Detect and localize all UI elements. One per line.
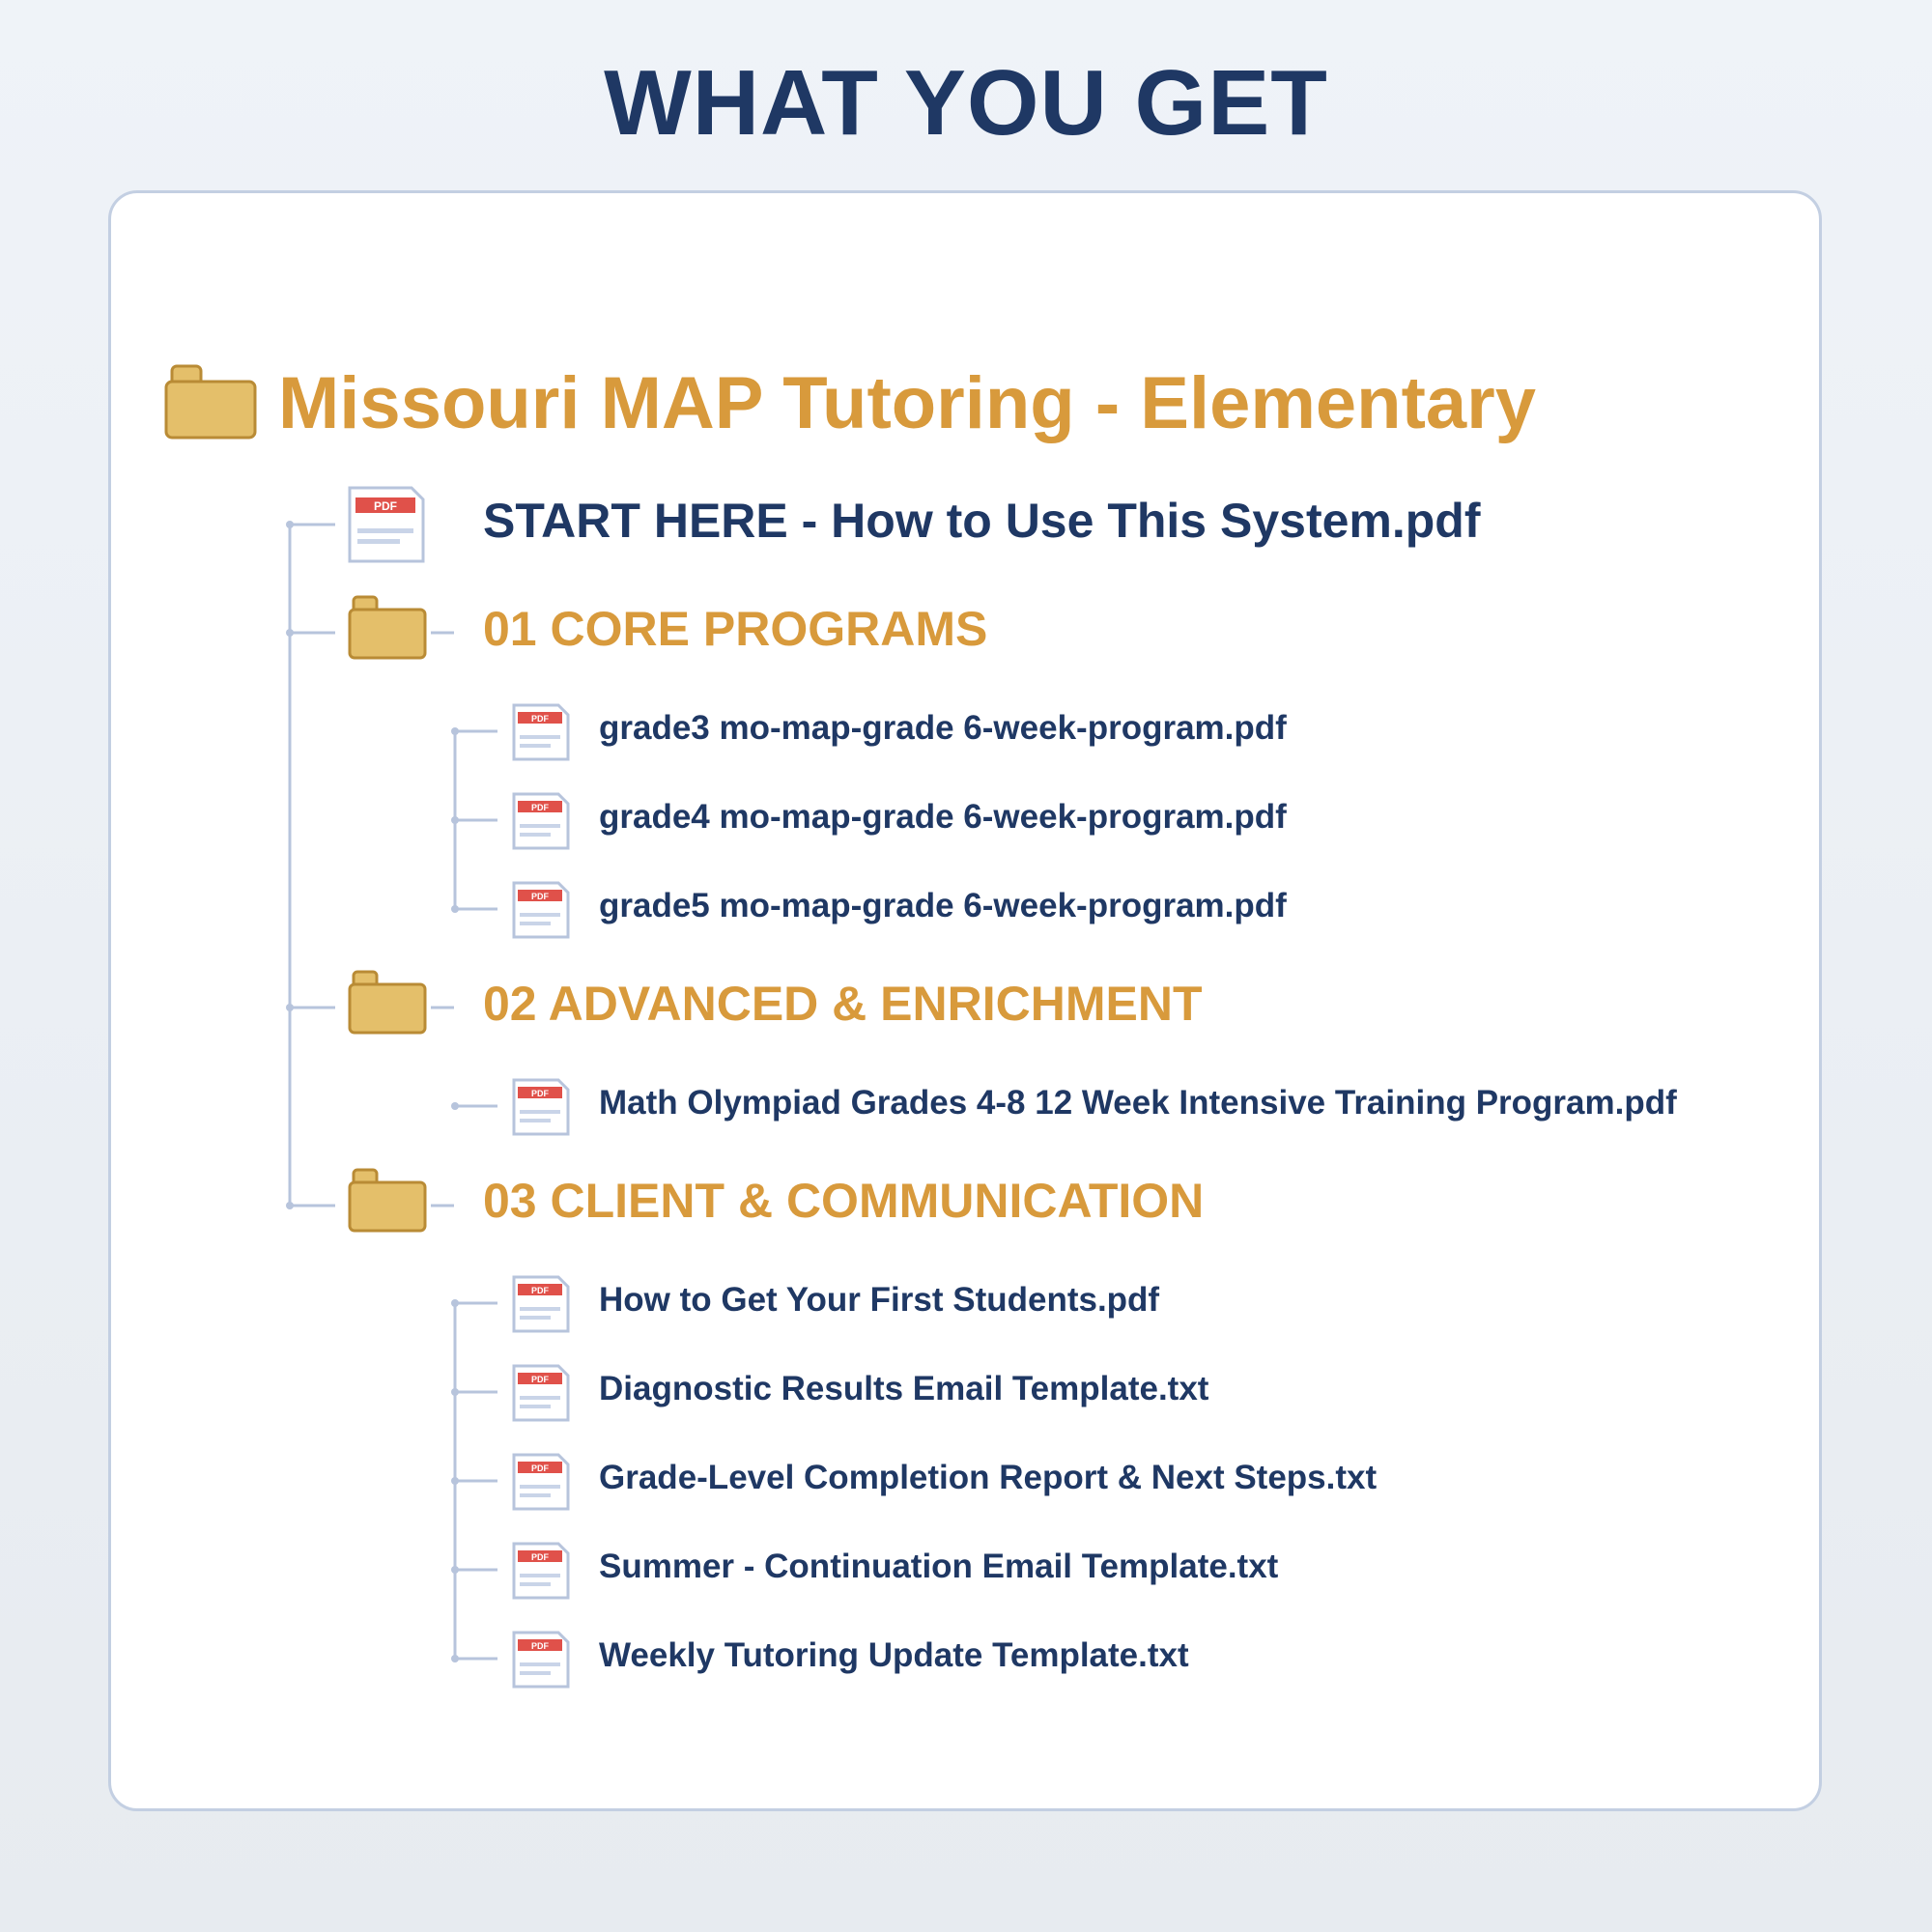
- pdf-file-icon: [512, 703, 570, 761]
- folder-client-communication[interactable]: 03 CLIENT & COMMUNICATION: [483, 1174, 1205, 1228]
- pdf-badge: PDF: [531, 1641, 549, 1651]
- file-grade5-program[interactable]: grade5 mo-map-grade 6-week-program.pdf: [599, 887, 1287, 924]
- pdf-file-icon: [348, 486, 425, 563]
- file-math-olympiad[interactable]: Math Olympiad Grades 4-8 12 Week Intensive Training Program.pdf: [599, 1084, 1677, 1122]
- pdf-badge: PDF: [531, 1552, 549, 1562]
- page-title: WHAT YOU GET: [604, 51, 1328, 155]
- pdf-badge: PDF: [531, 1089, 549, 1098]
- folder-icon: [348, 595, 427, 661]
- root-folder-icon: [164, 364, 257, 441]
- pdf-badge: PDF: [531, 1286, 549, 1295]
- folder-icon: [348, 1168, 427, 1234]
- file-weekly-update[interactable]: Weekly Tutoring Update Template.txt: [599, 1636, 1189, 1674]
- pdf-file-icon: [512, 1542, 570, 1600]
- file-summer-continuation[interactable]: Summer - Continuation Email Template.txt: [599, 1548, 1279, 1585]
- pdf-badge: PDF: [531, 1375, 549, 1384]
- pdf-badge: PDF: [531, 714, 549, 724]
- start-here-file[interactable]: START HERE - How to Use This System.pdf: [483, 494, 1481, 548]
- folder-core-programs[interactable]: 01 CORE PROGRAMS: [483, 602, 988, 656]
- pdf-badge: PDF: [531, 1463, 549, 1473]
- file-grade4-program[interactable]: grade4 mo-map-grade 6-week-program.pdf: [599, 798, 1287, 836]
- folder-advanced-enrichment[interactable]: 02 ADVANCED & ENRICHMENT: [483, 977, 1203, 1031]
- pdf-file-icon: [512, 1364, 570, 1422]
- pdf-file-icon: [512, 1078, 570, 1136]
- pdf-badge: PDF: [374, 499, 397, 513]
- file-grade3-program[interactable]: grade3 mo-map-grade 6-week-program.pdf: [599, 709, 1287, 747]
- file-first-students[interactable]: How to Get Your First Students.pdf: [599, 1281, 1160, 1319]
- root-folder-title[interactable]: Missouri MAP Tutoring - Elementary: [278, 362, 1537, 444]
- pdf-file-icon: [512, 1275, 570, 1333]
- pdf-file-icon: [512, 1453, 570, 1511]
- file-completion-report[interactable]: Grade-Level Completion Report & Next Steps.txt: [599, 1459, 1378, 1496]
- pdf-file-icon: [512, 881, 570, 939]
- file-diagnostic-results[interactable]: Diagnostic Results Email Template.txt: [599, 1370, 1209, 1407]
- pdf-badge: PDF: [531, 803, 549, 812]
- folder-icon: [348, 970, 427, 1036]
- pdf-file-icon: [512, 1631, 570, 1689]
- pdf-badge: PDF: [531, 892, 549, 901]
- pdf-file-icon: [512, 792, 570, 850]
